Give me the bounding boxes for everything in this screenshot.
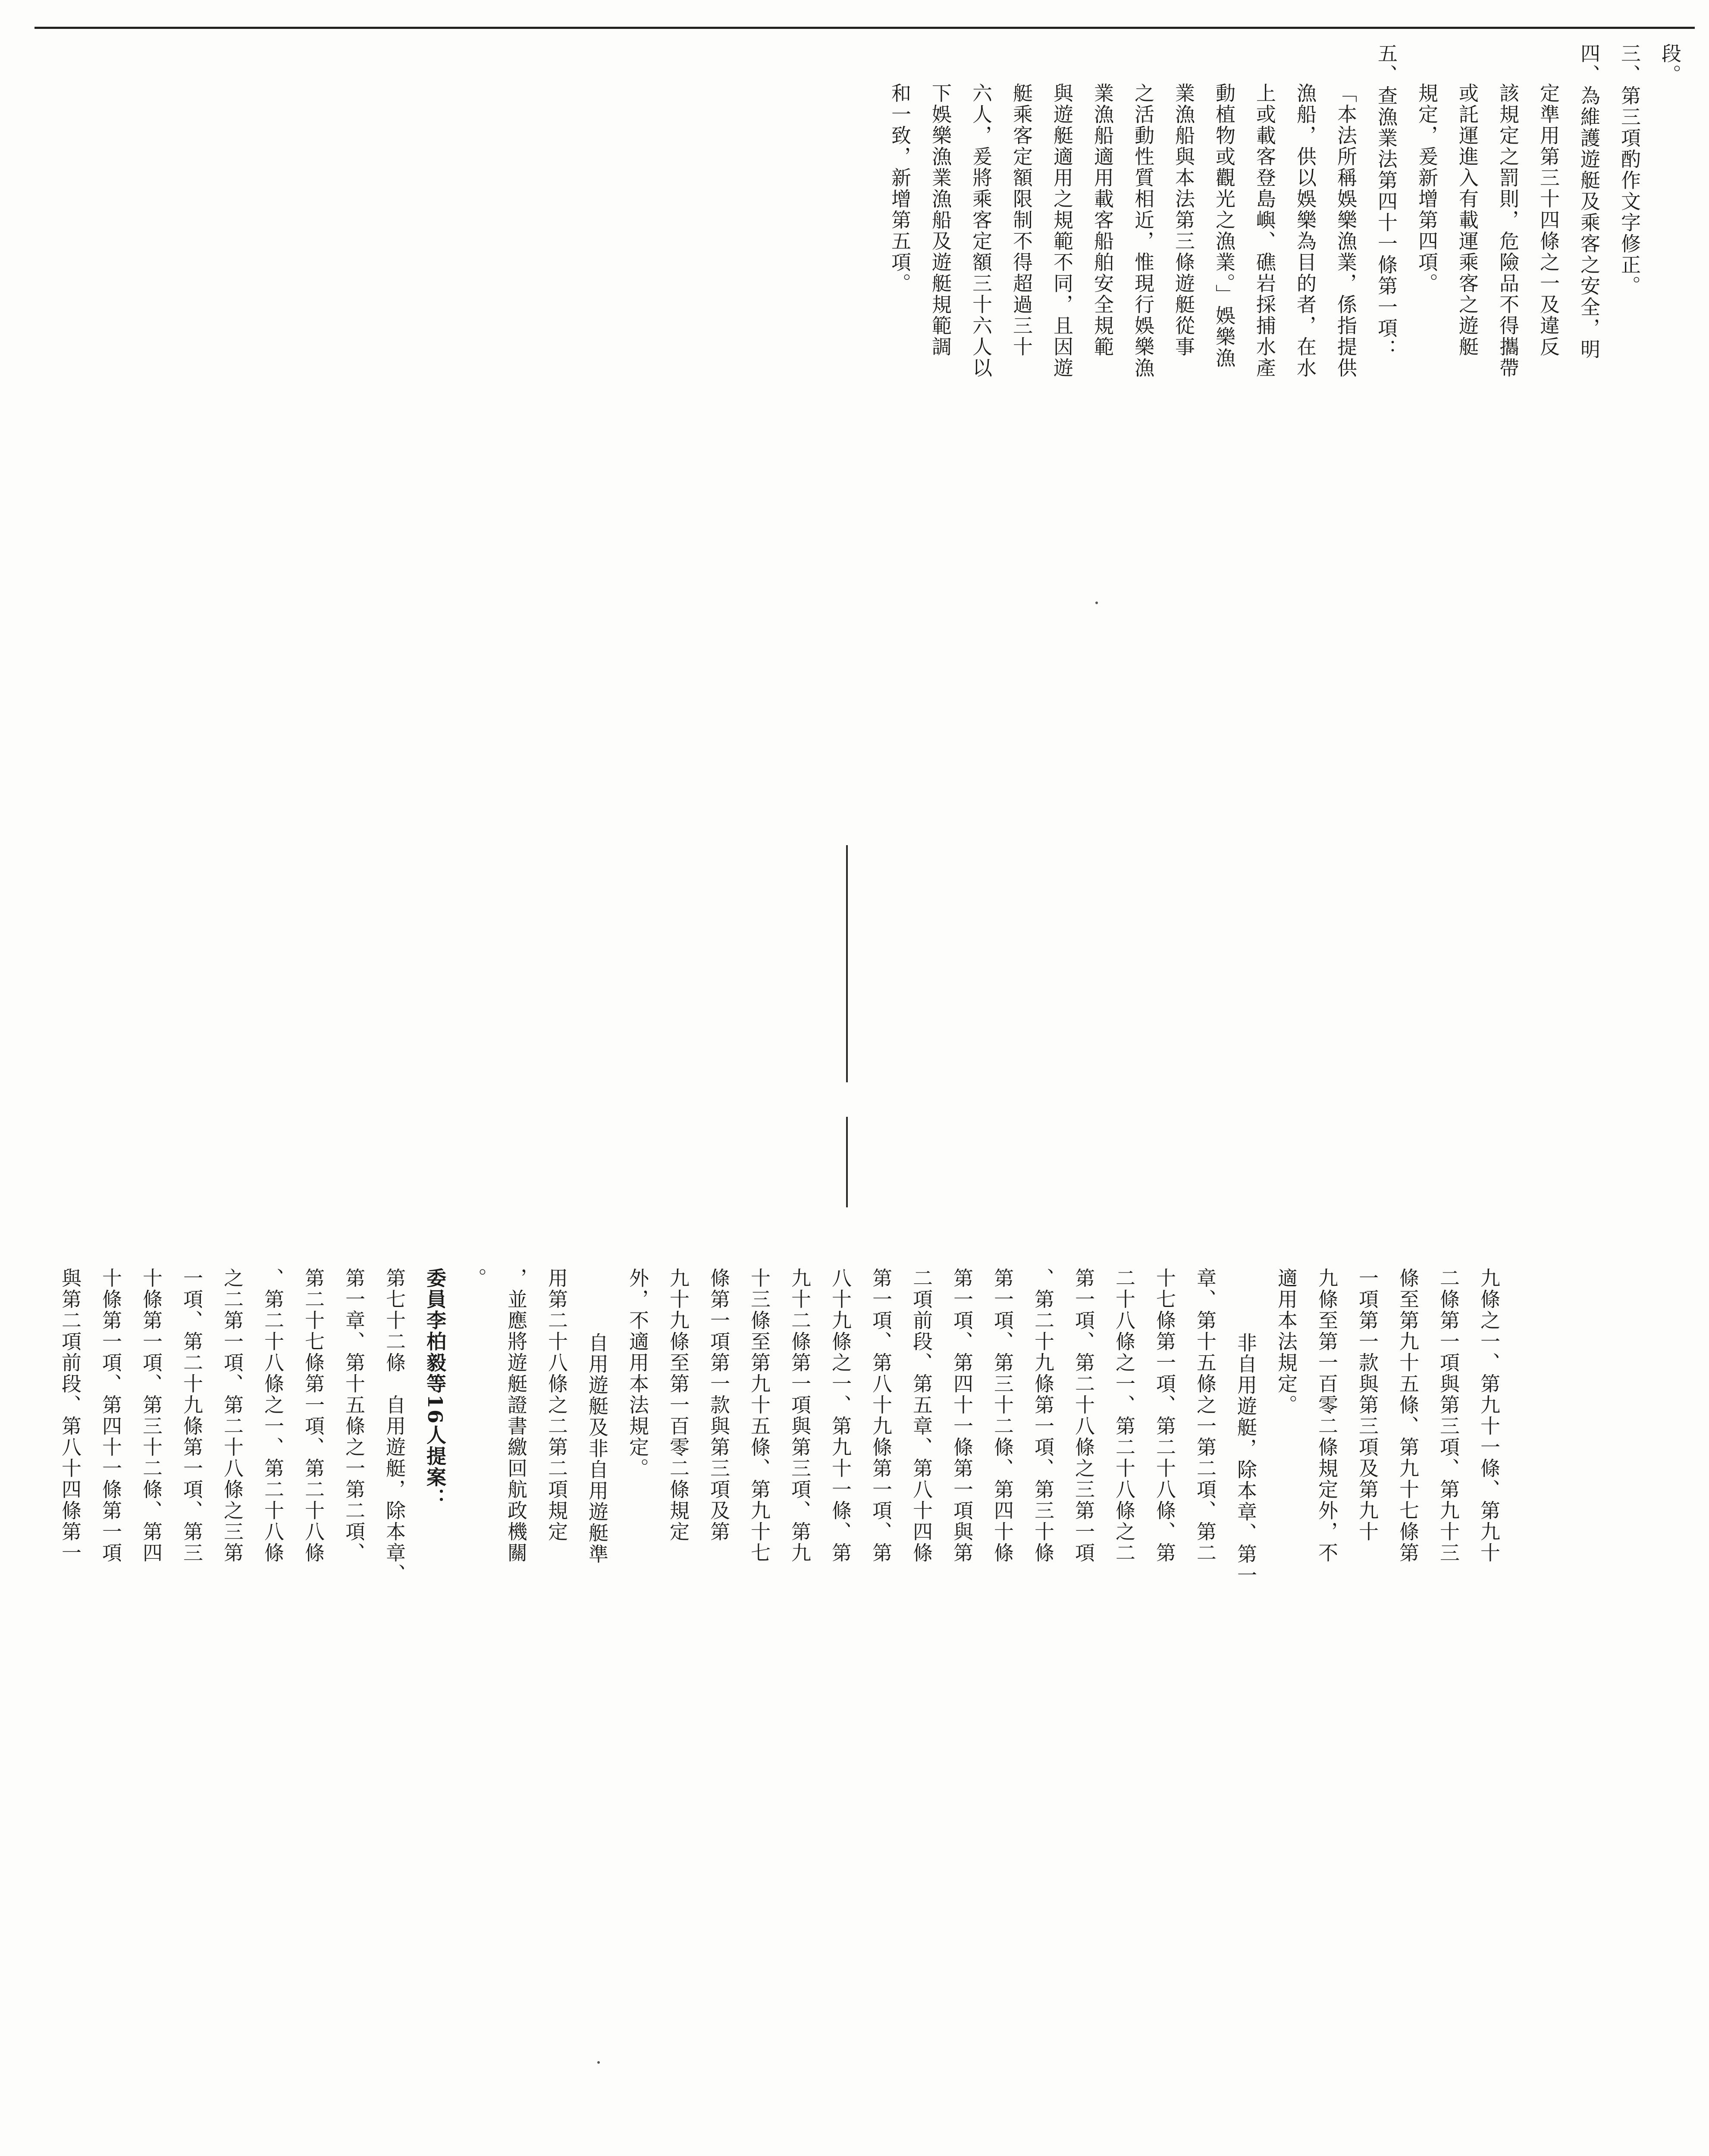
text-line: 九十二條第一項與第三項、第九	[788, 1268, 812, 1564]
text-line: 或託運進入有載運乘客之遊艇	[1456, 83, 1479, 357]
text-line: 十條第一項、第三十二條、第四	[140, 1268, 163, 1564]
text-line: 第七十二條 自用遊艇，除本章、	[383, 1268, 406, 1585]
text-line: 。	[464, 1268, 487, 1289]
text-line: 六人，爰將乘客定額三十六人以	[969, 83, 993, 379]
top-rule	[34, 27, 1695, 29]
text-line: 五、查漁業法第四十一條第一項：	[1375, 43, 1398, 360]
text-line: 第一章、第十五條之一第二項、	[342, 1268, 366, 1564]
text-line: 下娛樂漁業漁船及遊艇規範調	[929, 83, 952, 357]
text-line: ，並應將遊艇證書繳回航政機關	[505, 1268, 528, 1564]
text-line: 十三條至第九十五條、第九十七	[748, 1268, 771, 1564]
text-line: 第一項、第八十九條第一項、第	[869, 1268, 893, 1564]
text-line: 九條至第一百零二條規定外，不	[1315, 1268, 1339, 1564]
text-line: 八十九條之一、第九十一條、第	[829, 1268, 852, 1564]
text-line: 漁船，供以娛樂為目的者，在水	[1294, 83, 1317, 379]
text-line: 外，不適用本法規定。	[626, 1268, 649, 1479]
text-line: 業漁船與本法第三條遊艇從事	[1172, 83, 1195, 357]
text-line: 、第二十八條之一、第二十八條	[261, 1268, 285, 1564]
text-line: 段。	[1659, 43, 1682, 85]
text-line: 第一項、第二十八條之三第一項	[1072, 1268, 1095, 1564]
text-line: 九十九條至第一百零二條規定	[667, 1268, 690, 1542]
text-line: 第二十七條第一項、第二十八條	[302, 1268, 325, 1564]
text-line: 條至第九十五條、第九十七條第	[1396, 1268, 1420, 1564]
vertical-divider-upper-1	[846, 845, 848, 1082]
text-line: 用第二十八條之二第二項規定	[545, 1268, 568, 1542]
text-line: 與遊艇適用之規範不同，且因遊	[1050, 83, 1074, 379]
text-line: 第一項、第三十二條、第四十條	[991, 1268, 1014, 1564]
text-line: 九條之一、第九十一條、第九十	[1477, 1268, 1501, 1564]
text-line: 與第二項前段、第八十四條第一	[59, 1268, 82, 1564]
text-line: 業漁船適用載客船舶安全規範	[1091, 83, 1114, 357]
text-line: 十條第一項、第四十一條第一項	[99, 1268, 122, 1564]
text-line: 非自用遊艇，除本章、第一	[1234, 1332, 1257, 1586]
text-line: 委員李柏毅等16人提案：	[423, 1268, 447, 1510]
text-line: 第一項、第四十一條第一項與第	[950, 1268, 974, 1564]
text-line: 定準用第三十四條之一及違反	[1537, 83, 1560, 357]
text-line: 該規定之罰則，危險品不得攜帶	[1496, 83, 1520, 379]
text-line: 一項、第二十九條第一項、第三	[180, 1268, 204, 1564]
text-line: 二項前段、第五章、第八十四條	[910, 1268, 933, 1564]
text-line: 動植物或觀光之漁業。」娛樂漁	[1213, 83, 1236, 369]
text-line: 二十八條之一、第二十八條之二	[1113, 1268, 1136, 1564]
text-line: 「本法所稱娛樂漁業，係指提供	[1334, 83, 1358, 379]
text-line: 十七條第一項、第二十八條、第	[1153, 1268, 1176, 1564]
text-line: 規定，爰新增第四項。	[1415, 83, 1439, 294]
text-line: 之二第一項、第二十八條之三第	[221, 1268, 244, 1564]
right-upper-text	[871, 43, 1690, 776]
text-line: 適用本法規定。	[1275, 1268, 1298, 1416]
text-line: 章、第十五條之一第二項、第二	[1194, 1268, 1217, 1564]
text-line: 自用遊艇及非自用遊艇準	[586, 1332, 609, 1565]
text-line: 條第一項第一款與第三項及第	[707, 1268, 731, 1542]
text-line: 四、為維護遊艇及乘客之安全，明	[1577, 43, 1601, 360]
text-line: 二條第一項與第三項、第九十三	[1437, 1268, 1460, 1564]
text-line: 之活動性質相近，惟現行娛樂漁	[1132, 83, 1155, 379]
text-line: 和一致，新增第五項。	[888, 83, 912, 294]
text-line: 三、第三項酌作文字修正。	[1618, 43, 1641, 297]
text-line: 、第二十九條第一項、第三十條	[1032, 1268, 1055, 1564]
text-line: 一項第一款與第三項及第九十	[1356, 1268, 1379, 1542]
middle-lower-text	[50, 1268, 1509, 2156]
vertical-divider-upper-2	[846, 1117, 848, 1207]
text-line: 艇乘客定額限制不得超過三十	[1010, 83, 1033, 357]
text-line: 上或載客登島嶼、礁岩採捕水產	[1253, 83, 1276, 379]
